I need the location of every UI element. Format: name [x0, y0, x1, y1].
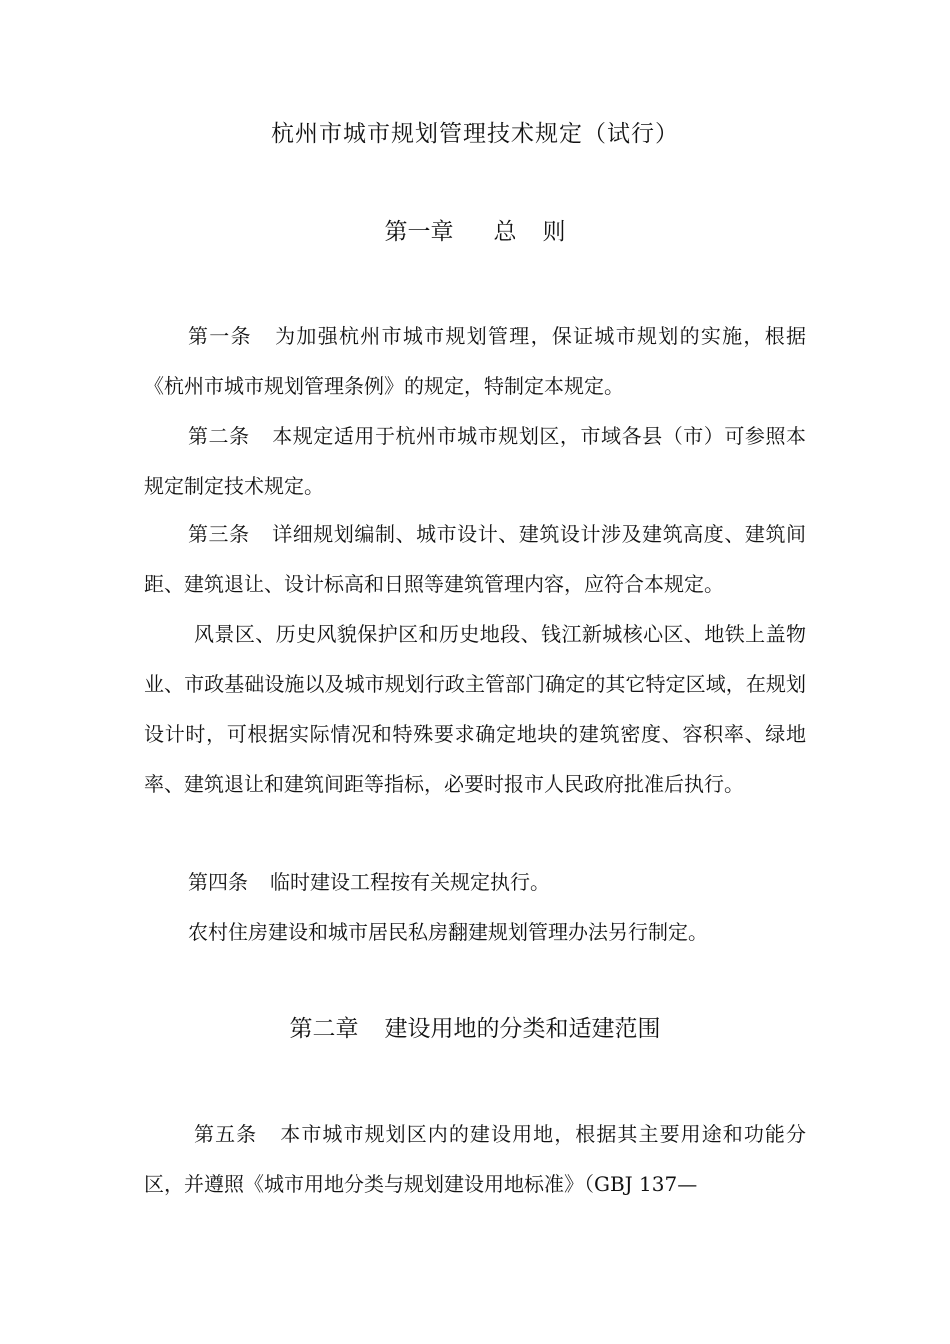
document-title: 杭州市城市规划管理技术规定（试行） — [271, 121, 679, 147]
article-number: 第一条 — [188, 324, 252, 348]
article-3-continuation-paragraph — [144, 609, 806, 809]
chapter-heading-2 — [0, 1011, 950, 1047]
chapter-name: 则 — [542, 219, 566, 245]
article-number: 第四条 — [188, 870, 248, 894]
article-text: 本市城市规划区内的建设用地，根据其主要用途和功能分区，并遵照《城市用地分类与规划建设用地标准》（GBJ 137— — [144, 1122, 807, 1196]
article-3-paragraph — [144, 509, 806, 609]
article-number: 第三条 — [188, 522, 250, 546]
article-text: 本规定适用于杭州市城市规划区，市域各县（市）可参照本规定制定技术规定。 — [144, 424, 807, 498]
article-4-paragraph — [144, 857, 806, 907]
paragraph-text: 农村住房建设和城市居民私房翻建规划管理办法另行制定。 — [188, 920, 708, 944]
chapter-name: 总 — [493, 219, 517, 245]
article-text: 临时建设工程按有关规定执行。 — [270, 870, 550, 894]
chapter-number: 第二章 — [289, 1016, 359, 1042]
paragraph-text: 风景区、历史风貌保护区和历史地段、钱江新城核心区、地铁上盖物业、市政基础设施以及城市规划行政主管部门确定的其它特定区域，在规划设计时，可根据实际情况和特殊要求确定地块的建筑密度、容积率、绿地率、建筑退让和建筑间距等指标，必要时报市人民政府批准后执行。 — [144, 622, 806, 796]
article-text: 详细规划编制、城市设计、建筑设计涉及建筑高度、建筑间距、建筑退让、设计标高和日照等建筑管理内容，应符合本规定。 — [144, 522, 807, 596]
article-2-paragraph — [144, 411, 806, 511]
chapter-heading-1 — [0, 214, 950, 250]
chapter-name: 建设用地的分类和适建范围 — [384, 1016, 661, 1042]
article-number: 第五条 — [194, 1122, 258, 1146]
article-text: 为加强杭州市城市规划管理，保证城市规划的实施，根据《杭州市城市规划管理条例》的规定，特制定本规定。 — [144, 324, 807, 398]
article-4-continuation-paragraph — [144, 907, 806, 957]
chapter-number: 第一章 — [384, 219, 454, 245]
article-5-paragraph — [144, 1109, 806, 1209]
article-1-paragraph — [144, 311, 806, 411]
article-number: 第二条 — [188, 424, 250, 448]
